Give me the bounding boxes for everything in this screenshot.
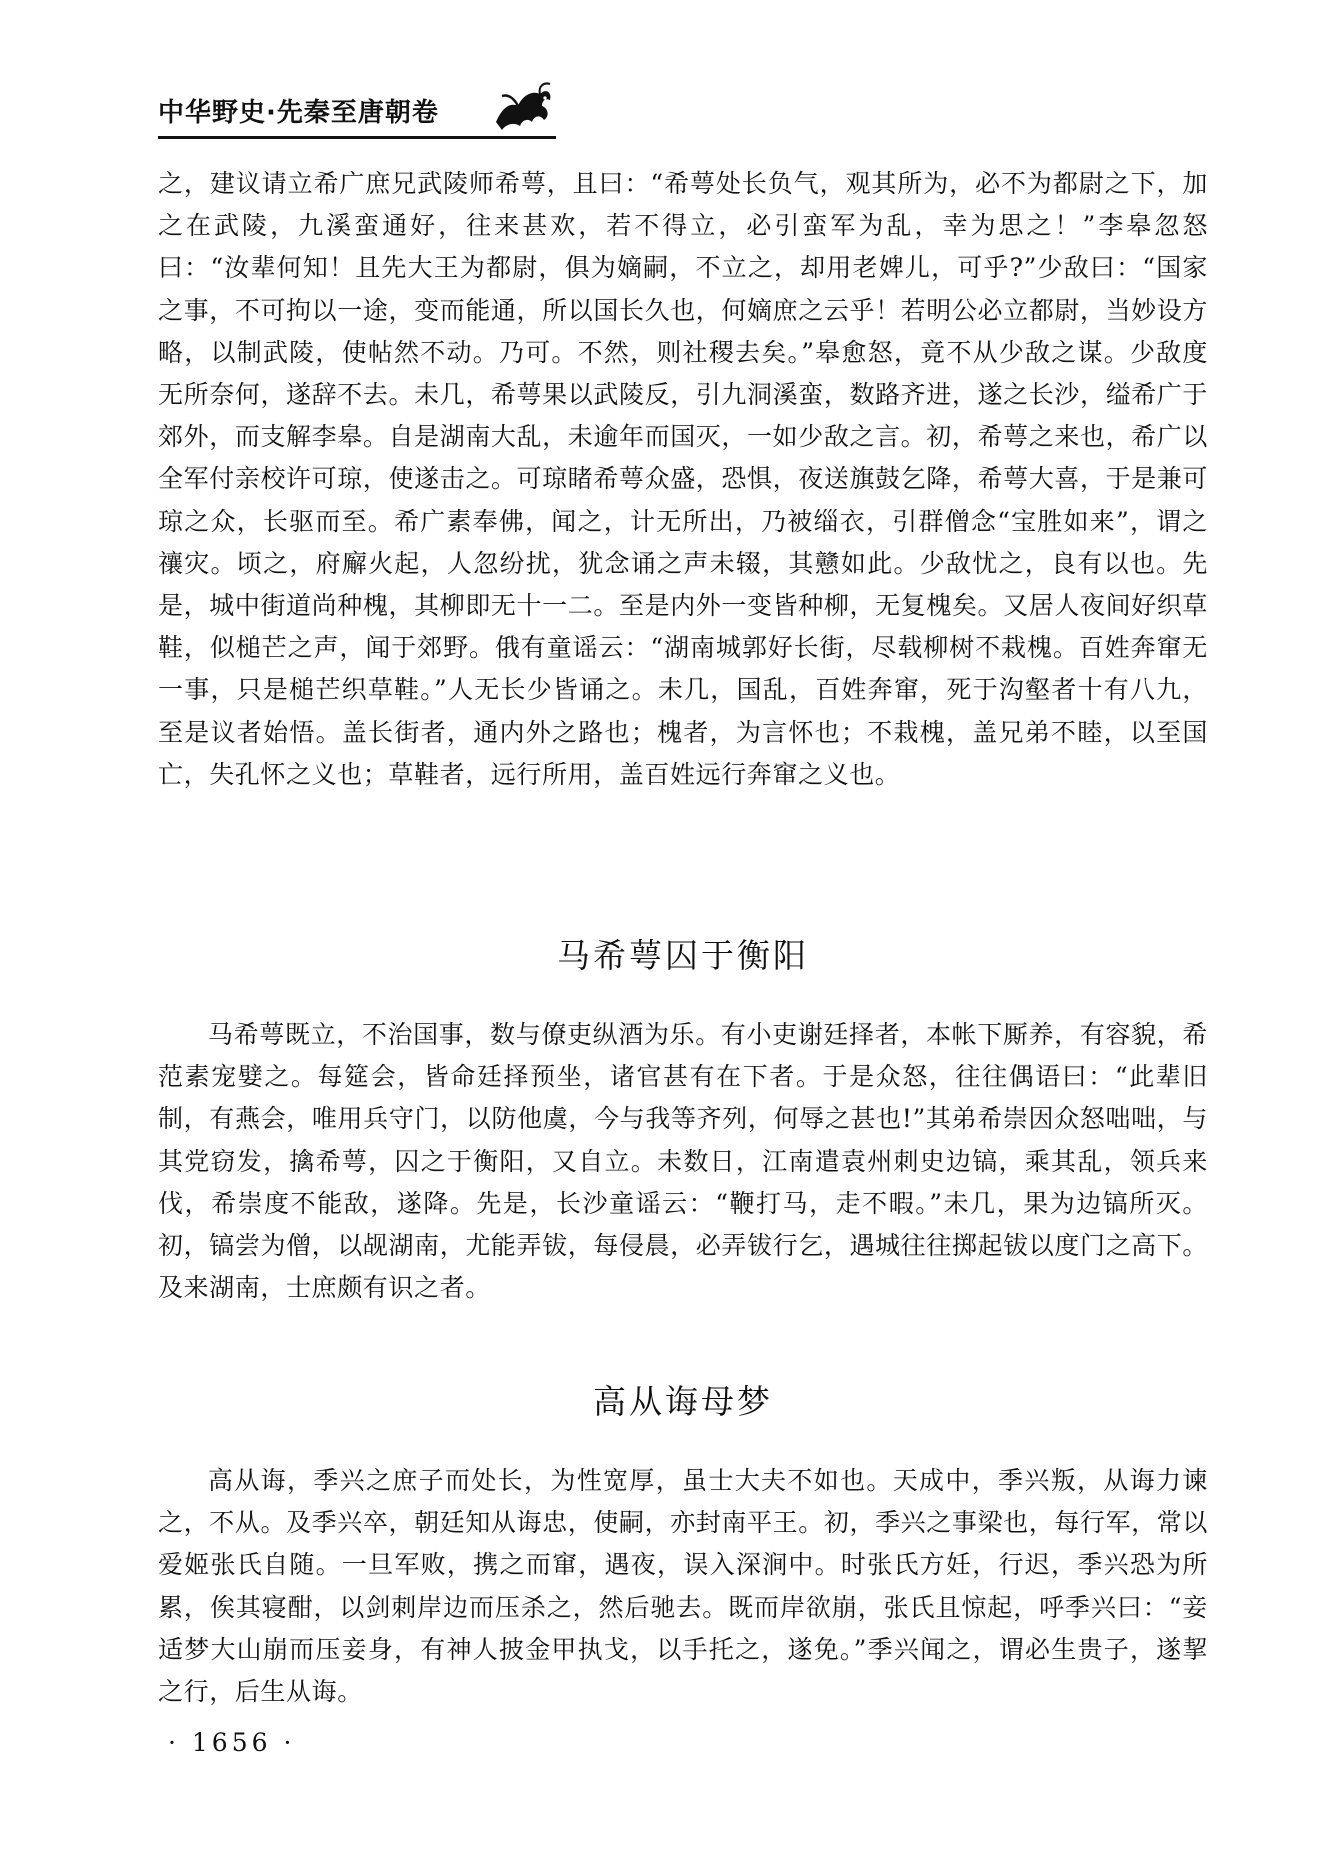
section-2-body (158, 1460, 1208, 1713)
header-rule (158, 136, 556, 139)
section-1-paragraph-0: 马希萼既立，不治国事，数与僚吏纵酒为乐。有小吏谢廷择者，本帐下厮养，有容貌，希范素宠嬖之。每筵会，皆命廷择预坐，诸官甚有在下者。于是众怒，往往偶语曰：“此辈旧制，有燕会，唯用兵守门，以防他虞，今与我等齐列，何辱之甚也!”其弟希崇因众怒咄咄，与其党窃发，擒希萼，囚之于衡阳，又自立。未数日，江南遣袁州刺史边镐，乘其乱，领兵来伐，希崇度不能敌，遂降。先是，长沙童谣云：“鞭打马，走不暇。”未几，果为边镐所灭。初，镐尝为僧，以觇湖南，尤能弄钹，每侵晨，必弄钹行乞，遇城往往掷起钹以度门之高下。及来湖南，士庶颇有识之者。 (158, 1020, 1208, 1303)
section-1-body (158, 1014, 1208, 1309)
page-number: · 1656 · (168, 1728, 296, 1757)
running-header (158, 78, 558, 148)
section-0-paragraph-0: 之，建议请立希广庶兄武陵师希萼，且曰：“希萼处长负气，观其所为，必不为都尉之下，加之在武陵，九溪蛮通好，往来甚欢，若不得立，必引蛮军为乱，幸为思之！”李皋忽怒曰：“汝辈何知！且先大王为都尉，俱为嫡嗣，不立之，却用老婢儿，可乎?”少敌曰：“国家之事，不可拘以一途，变而能通，所以国长久也，何嫡庶之云乎！若明公必立都尉，当妙设方略，以制武陵，使帖然不动。乃可。不然，则社稷去矣。”皋愈怒，竟不从少敌之谋。少敌度无所奈何，遂辞不去。未几，希萼果以武陵反，引九洞溪蛮，数路齐进，遂之长沙，缢希广于郊外，而支解李皋。自是湖南大乱，未逾年而国灭，一如少敌之言。初，希萼之来也，希广以全军付亲校许可琼，使遂击之。可琼睹希萼众盛，恐惧，夜送旗鼓乞降，希萼大喜，于是兼可琼之众，长驱而至。希广素奉佛，闻之，计无所出，乃被缁衣，引群僧念“宝胜如来”，谓之禳灾。顷之，府廨火起，人忽纷扰，犹念诵之声未辍，其戆如此。少敌忧之，良有以也。先是，城中街道尚种槐，其柳即无十一二。至是内外一变皆种柳，无复槐矣。又居人夜间好织草鞋，似槌芒之声，闻于郊野。俄有童谣云：“湖南城郭好长街，尽载柳树不栽槐。百姓奔窜无一事，只是槌芒织草鞋。”人无长少皆诵之。未几，国乱，百姓奔窜，死于沟壑者十有八九，至是议者始悟。盖长街者，通内外之路也；槐者，为言怀也；不栽槐，盖兄弟不睦，以至国亡，失孔怀之义也；草鞋者，远行所用，盖百姓远行奔窜之义也。 (158, 169, 1208, 789)
section-1-title: 马希萼囚于衡阳 (557, 936, 809, 975)
section-0-body (158, 163, 1208, 796)
dragon-emblem-icon (488, 78, 558, 138)
section-2-title: 高从诲母梦 (593, 1382, 773, 1421)
running-title: 中华野史·先秦至唐朝卷 (158, 98, 439, 128)
section-2-paragraph-0: 高从诲，季兴之庶子而处长，为性宽厚，虽士大夫不如也。天成中，季兴叛，从诲力谏之，不从。及季兴卒，朝廷知从诲忠，使嗣，亦封南平王。初，季兴之事梁也，每行军，常以爱姬张氏自随。一旦军败，携之而窜，遇夜，误入深涧中。时张氏方妊，行迟，季兴恐为所累，俟其寝酣，以剑刺岸边而压杀之，然后驰去。既而岸欲崩，张氏且惊起，呼季兴曰：“妾适梦大山崩而压妾身，有神人披金甲执戈，以手托之，遂免。”季兴闻之，谓必生贵子，遂挈之行，后生从诲。 (158, 1466, 1208, 1707)
